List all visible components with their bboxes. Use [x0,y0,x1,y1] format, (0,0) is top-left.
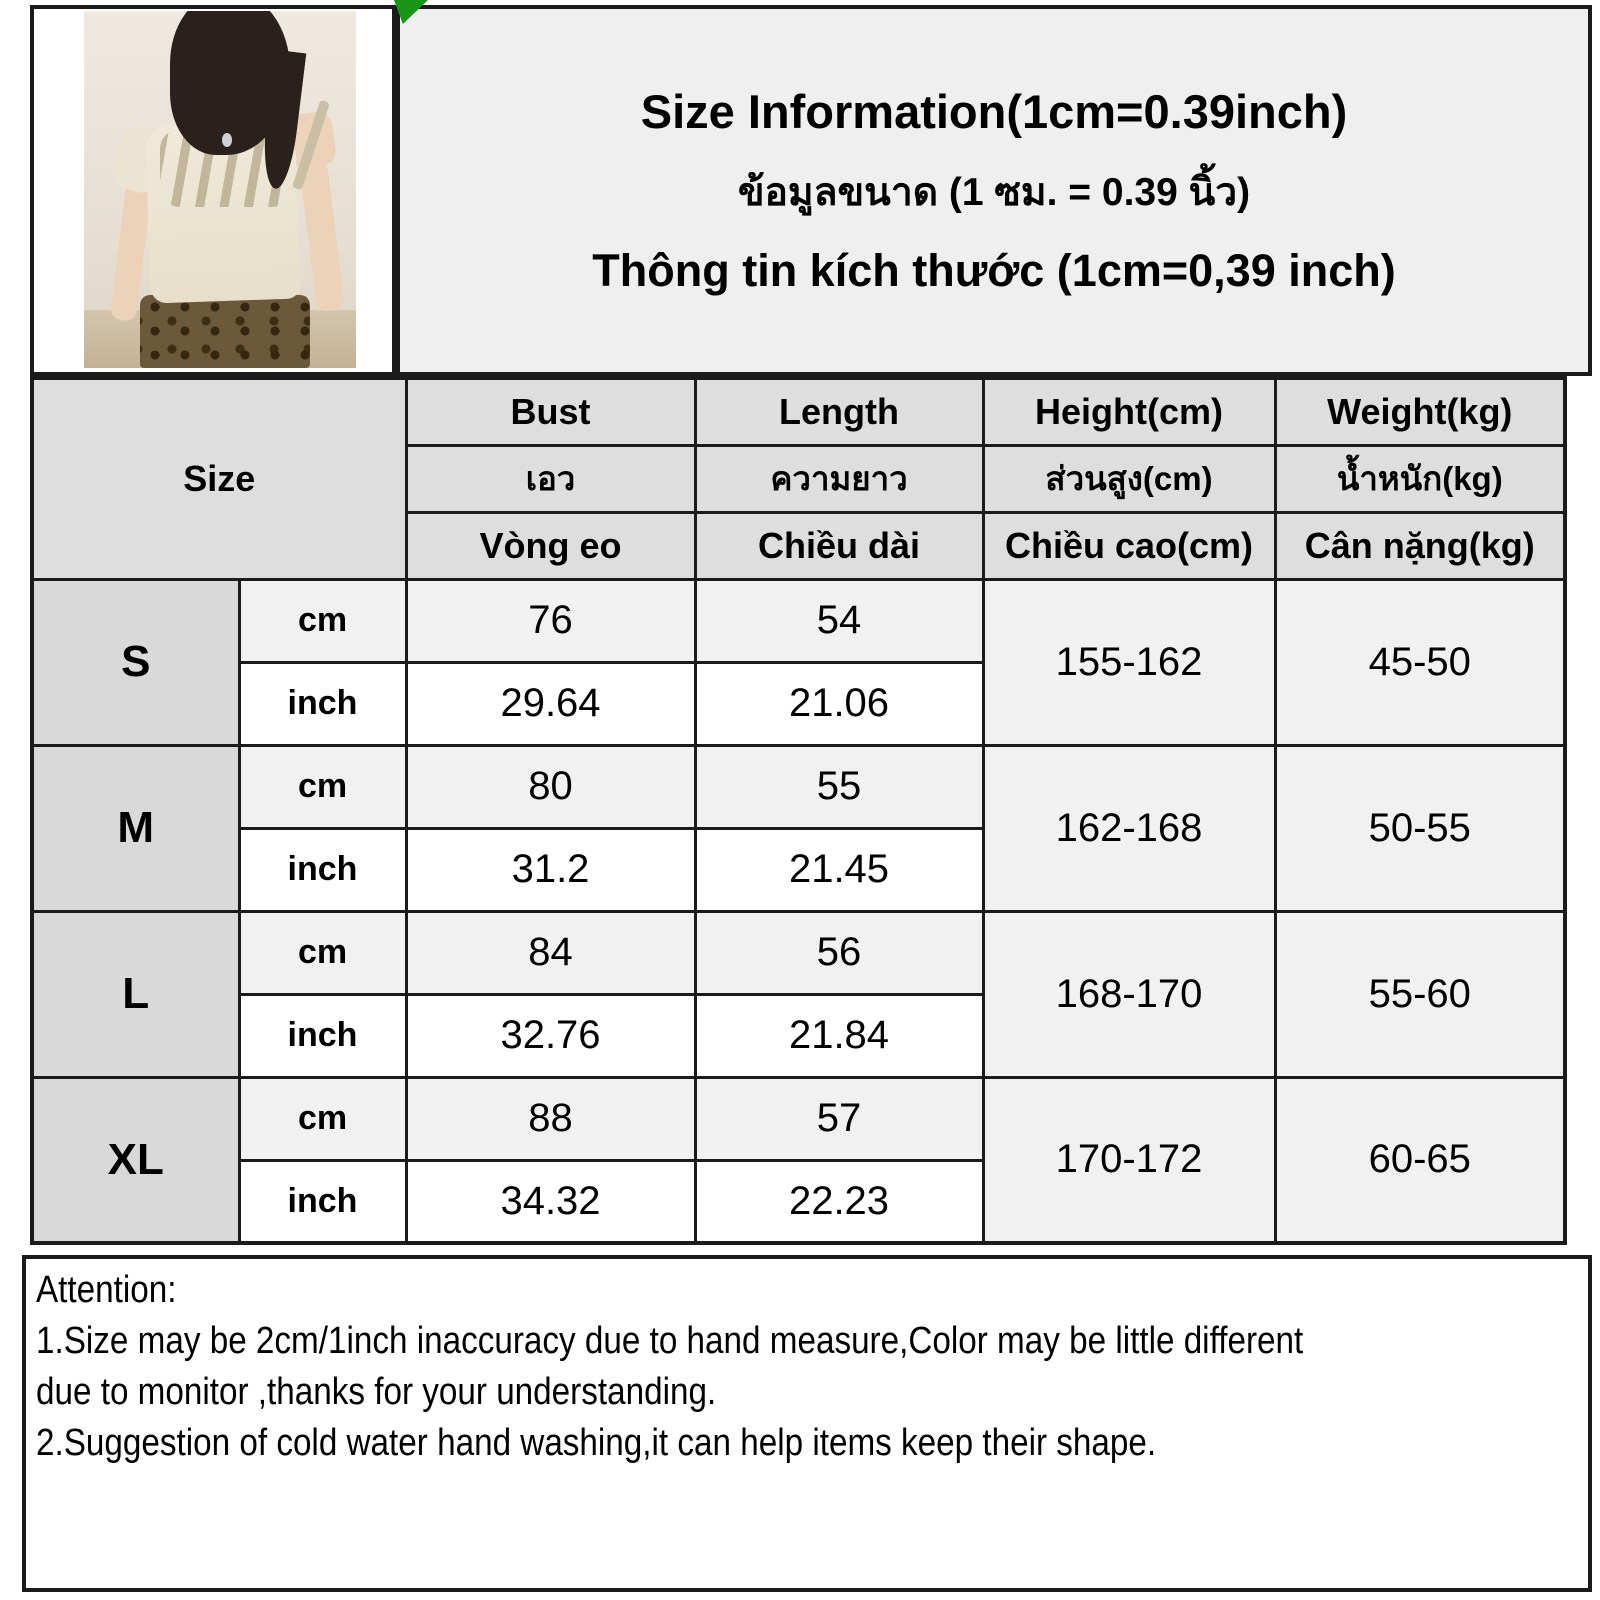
value-l-length-inch: 21.84 [695,994,983,1077]
photo-leopard-pants [140,295,310,368]
title-thai: ข้อมูลขนาด (1 ซม. = 0.39 นิ้ว) [737,171,1251,214]
photo-hair [170,11,290,155]
value-m-length-inch: 21.45 [695,828,983,911]
unit-cell-inch: inch [239,662,406,745]
col-header-weight-vi: Cân nặng(kg) [1275,512,1565,579]
title-vietnamese: Thông tin kích thước (1cm=0,39 inch) [592,245,1396,296]
value-l-weight: 55-60 [1275,911,1565,1077]
value-m-bust-cm: 80 [406,745,695,828]
value-l-length-cm: 56 [695,911,983,994]
unit-cell-inch: inch [239,828,406,911]
value-l-bust-inch: 32.76 [406,994,695,1077]
value-l-bust-cm: 84 [406,911,695,994]
header-row-en [32,378,1565,445]
size-cell-l: L [32,911,239,1077]
product-photo-image [84,11,356,368]
col-header-length-th: ความยาว [695,445,983,512]
value-s-length-inch: 21.06 [695,662,983,745]
col-header-bust-th: เอว [406,445,695,512]
col-header-bust-en: Bust [406,378,695,445]
value-s-weight: 45-50 [1275,579,1565,745]
photo-right-arm [299,160,345,312]
product-photo [30,5,396,376]
col-header-bust-vi: Vòng eo [406,512,695,579]
photo-necklace [222,133,232,147]
value-xl-weight: 60-65 [1275,1077,1565,1243]
unit-cell-inch: inch [239,994,406,1077]
col-header-height-vi: Chiều cao(cm) [983,512,1275,579]
attention-note-1-line-1: 1.Size may be 2cm/1inch inaccuracy due to hand measure,Color may be little different [36,1320,1304,1362]
table-row-l-cm [32,911,1565,994]
title-box [396,5,1592,376]
col-header-weight-en: Weight(kg) [1275,378,1565,445]
value-m-height: 162-168 [983,745,1275,911]
value-xl-length-inch: 22.23 [695,1160,983,1243]
attention-text [36,1265,1594,1469]
col-header-height-th: ส่วนสูง(cm) [983,445,1275,512]
value-s-height: 155-162 [983,579,1275,745]
value-xl-height: 170-172 [983,1077,1275,1243]
col-header-length-en: Length [695,378,983,445]
value-l-height: 168-170 [983,911,1275,1077]
size-cell-m: M [32,745,239,911]
attention-note-2: 2.Suggestion of cold water hand washing,it can help items keep their shape. [36,1422,1157,1464]
attention-heading: Attention: [36,1269,177,1311]
value-xl-bust-inch: 34.32 [406,1160,695,1243]
value-s-bust-inch: 29.64 [406,662,695,745]
unit-cell-inch: inch [239,1160,406,1243]
table-row-s-cm [32,579,1565,662]
unit-cell-cm: cm [239,1077,406,1160]
title-english: Size Information(1cm=0.39inch) [640,85,1348,138]
col-header-height-en: Height(cm) [983,378,1275,445]
attention-note-1-line-2: due to monitor ,thanks for your understanding. [36,1371,717,1413]
size-cell-xl: XL [32,1077,239,1243]
col-header-weight-th: น้ำหนัก(kg) [1275,445,1565,512]
value-m-length-cm: 55 [695,745,983,828]
value-s-bust-cm: 76 [406,579,695,662]
value-m-bust-inch: 31.2 [406,828,695,911]
value-xl-length-cm: 57 [695,1077,983,1160]
unit-cell-cm: cm [239,579,406,662]
unit-cell-cm: cm [239,911,406,994]
value-s-length-cm: 54 [695,579,983,662]
unit-cell-cm: cm [239,745,406,828]
size-cell-s: S [32,579,239,745]
value-m-weight: 50-55 [1275,745,1565,911]
col-header-length-vi: Chiều dài [695,512,983,579]
attention-box [22,1255,1592,1592]
value-xl-bust-cm: 88 [406,1077,695,1160]
table-row-xl-cm [32,1077,1565,1160]
table-row-m-cm [32,745,1565,828]
size-table [30,376,1567,1245]
size-header-cell: Size [32,378,406,579]
